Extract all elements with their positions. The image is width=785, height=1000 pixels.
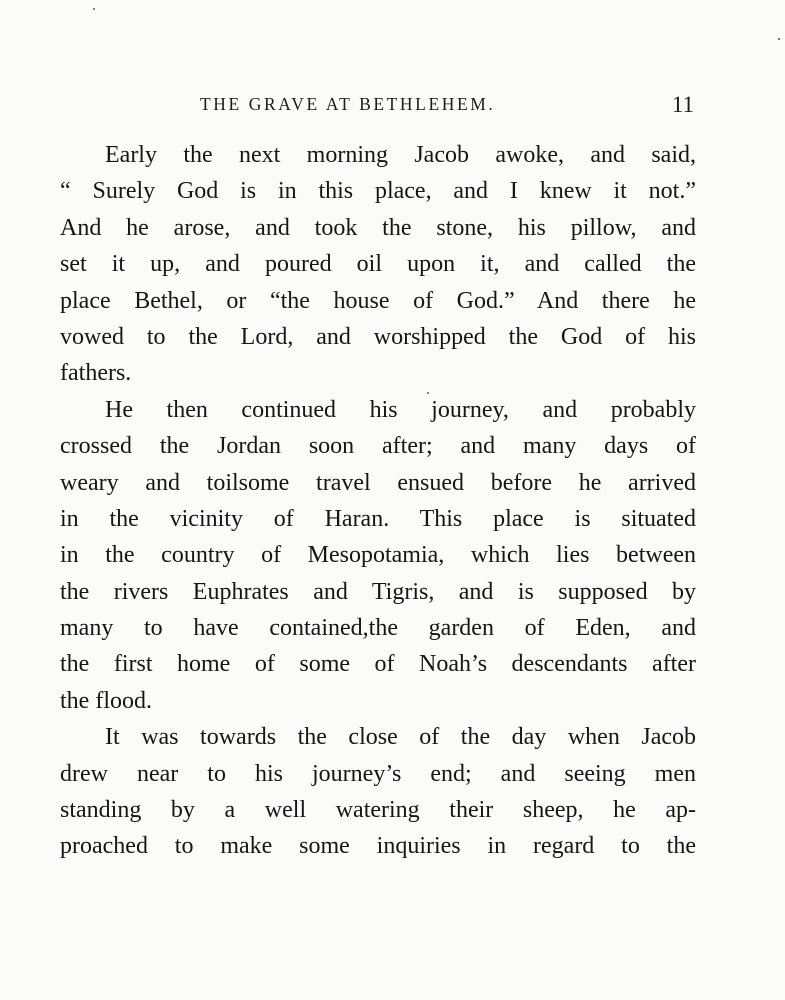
text-line: drew near to his journey’s end; and seeing men	[60, 760, 696, 787]
text-line: He then continued his journey, and probably	[105, 396, 696, 423]
print-speck	[93, 8, 95, 10]
paragraph-1	[60, 137, 696, 392]
text-line: in the vicinity of Haran. This place is situated	[60, 505, 696, 532]
text-line: Early the next morning Jacob awoke, and said,	[105, 142, 696, 168]
text-line: many to have contained,the garden of Eden, and	[60, 615, 696, 642]
text-line: the flood.	[60, 687, 152, 714]
text-line: set it up, and poured oil upon it, and called the	[60, 251, 696, 278]
paragraph-3	[60, 719, 696, 865]
text-line: fathers.	[60, 360, 132, 387]
text-line: And he arose, and took the stone, his pillow, and	[60, 214, 696, 241]
text-line: the first home of some of Noah’s descendants after	[60, 651, 696, 678]
text-line: place Bethel, or “the house of God.” And there he	[60, 287, 696, 314]
text-line: crossed the Jordan soon after; and many days of	[60, 433, 696, 460]
page-header	[60, 92, 700, 128]
body-text	[60, 137, 696, 865]
text-line: “ Surely God is in this place, and I knew it not.”	[60, 178, 696, 205]
running-head: THE GRAVE AT BETHLEHEM.	[200, 94, 496, 114]
page-number: 11	[671, 92, 694, 117]
text-line: in the country of Mesopotamia, which lies between	[60, 542, 696, 569]
print-speck	[778, 38, 780, 40]
text-line: It was towards the close of the day when Jacob	[105, 724, 696, 751]
text-line: vowed to the Lord, and worshipped the God of his	[60, 323, 696, 350]
text-line: weary and toilsome travel ensued before he arrived	[60, 469, 696, 496]
paragraph-2	[60, 392, 696, 720]
text-line: standing by a well watering their sheep, he ap-	[60, 797, 696, 824]
text-line: the rivers Euphrates and Tigris, and is supposed by	[60, 578, 696, 605]
text-line: proached to make some inquiries in regard to the	[60, 833, 696, 860]
